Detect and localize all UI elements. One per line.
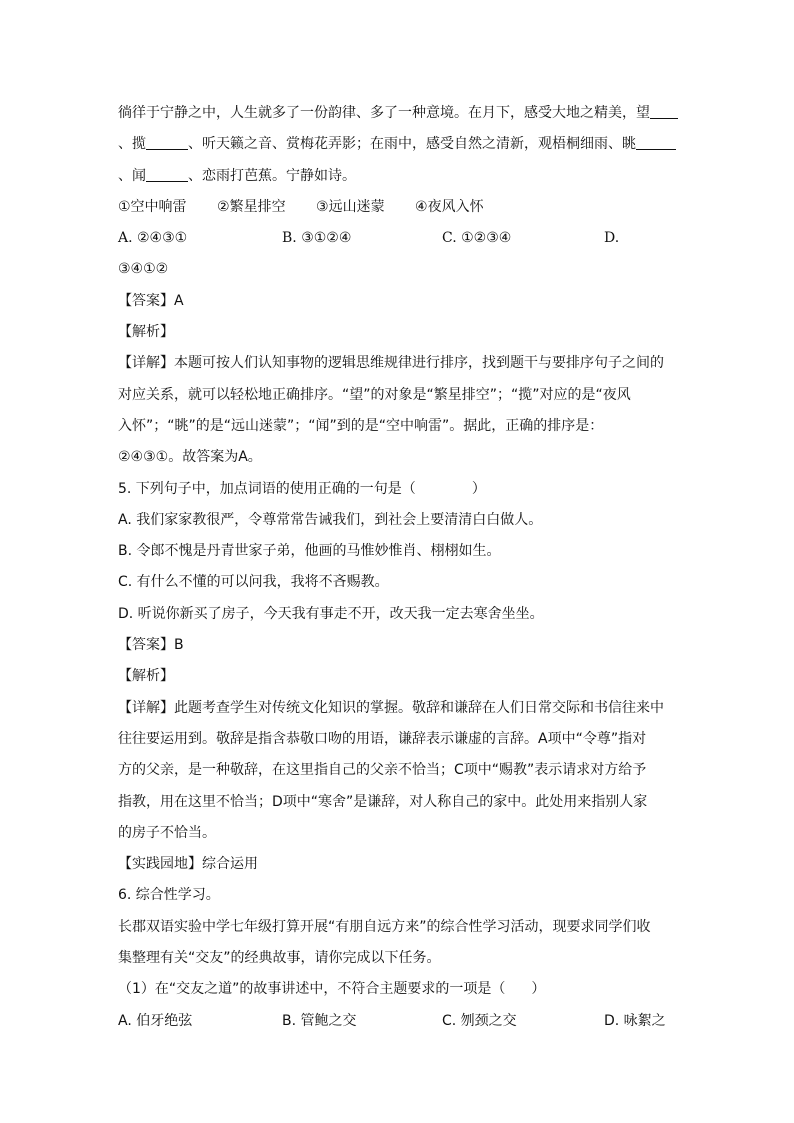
- option-d: D. 听说你新买了房子，今天我有事走不开，改天我一定去寒舍坐坐。: [118, 605, 544, 622]
- series-item: ④夜风入怀: [415, 198, 484, 215]
- question-text: 5. 下列句子中，加点词语的使用正确的一句是（: [118, 480, 416, 497]
- choice-a: A. 伯牙绝弦: [118, 1012, 193, 1029]
- passage-text: 、闻: [118, 167, 146, 184]
- passage-text: 、听天籁之音、赏梅花弄影；在雨中，感受自然之清新，观梧桐细雨、眺: [188, 136, 636, 153]
- option-a: A. 我们家家教很严，令尊常常告诫我们，到社会上要清清白白做人。: [118, 511, 543, 528]
- series-item: ③远山迷蒙: [316, 198, 385, 215]
- passage-text: 、恋雨打芭蕉。宁静如诗。: [188, 167, 356, 184]
- passage-text: 、揽: [118, 136, 146, 153]
- option-c: C. 有什么不懂的可以问我，我将不吝赐教。: [118, 574, 389, 591]
- analysis-text: 指教，用在这里不恰当；D项中“寒舍”是谦辞，对人称自己的家中。此处用来指别人家: [118, 793, 648, 810]
- choice-d: D. 咏絮之: [604, 1012, 666, 1029]
- analysis-text: 往往要运用到。敬辞是指含恭敬口吻的用语，谦辞表示谦虚的言辞。A项中“令尊”指对: [118, 730, 647, 747]
- analysis-label: 【解析】: [118, 668, 174, 685]
- question-title: 6. 综合性学习。: [118, 887, 220, 904]
- fill-blank: [650, 104, 678, 119]
- series-item: ①空中响雷: [118, 198, 187, 215]
- fill-blank: [146, 135, 188, 150]
- fill-blank: [146, 167, 188, 182]
- fill-blank: [636, 135, 676, 150]
- q6-choices: [118, 1006, 678, 1037]
- document-page: [118, 98, 678, 1037]
- choice-c: C. ①②③④: [442, 230, 512, 247]
- analysis-text: 【详解】此题考查学生对传统文化知识的掌握。敬辞和谦辞在人们日常交际和书信往来中: [118, 699, 664, 716]
- answer-label: 【答案】B: [118, 637, 184, 654]
- analysis-text: 方的父亲，是一种敬辞，在这里指自己的父亲不恰当；C项中“赐教”表示请求对方给予: [118, 762, 647, 779]
- intro-text: 长郡双语实验中学七年级打算开展“有朋自远方来”的综合性学习活动，现要求同学们收: [118, 918, 651, 935]
- sub-question: [118, 974, 678, 1005]
- answer-label: 【答案】A: [118, 292, 184, 309]
- choice-b: B. ③①②④: [282, 230, 352, 247]
- choice-d: D.: [604, 230, 620, 247]
- choice-b: B. 管鲍之交: [282, 1012, 357, 1029]
- analysis-text: ②④③①。故答案为A。: [118, 449, 262, 466]
- analysis-text: 的房子不恰当。: [118, 824, 216, 841]
- choice-c: C. 刎颈之交: [442, 1012, 517, 1029]
- passage-text: 徜徉于宁静之中，人生就多了一份韵律、多了一种意境。在月下，感受大地之精美，望: [118, 105, 650, 121]
- choice-a: A. ②④③①: [118, 230, 188, 247]
- q4-choices: [118, 223, 678, 254]
- passage-line: [118, 161, 678, 192]
- passage-line: [118, 98, 678, 129]
- bracket-close: ）: [531, 981, 546, 998]
- question-text: （1）在“交友之道”的故事讲述中，不符合主题要求的一项是（: [118, 981, 506, 998]
- choice-d-continuation: ③④①②: [118, 261, 169, 278]
- section-title: 【实践园地】综合运用: [118, 856, 258, 873]
- bracket-close: ）: [471, 480, 486, 497]
- analysis-text: 【详解】本题可按人们认知事物的逻辑思维规律进行排序，找到题干与要排序句子之间的: [118, 355, 664, 372]
- analysis-text: 对应关系，就可以轻松地正确排序。“望”的对象是“繁星排空”；“揽”对应的是“夜风: [118, 386, 631, 403]
- question-stem: [118, 474, 678, 505]
- analysis-text: 入怀”；“眺”的是“远山迷蒙”；“闻”到的是“空中响雷”。据此，正确的排序是：: [118, 417, 604, 434]
- sentence-series: [118, 192, 678, 223]
- series-item: ②繁星排空: [217, 198, 286, 215]
- passage-line: [118, 129, 678, 160]
- option-b: B. 令郎不愧是丹青世家子弟，他画的马惟妙惟肖、栩栩如生。: [118, 543, 501, 560]
- intro-text: 集整理有关“交友”的经典故事，请你完成以下任务。: [118, 950, 441, 967]
- analysis-label: 【解析】: [118, 324, 174, 341]
